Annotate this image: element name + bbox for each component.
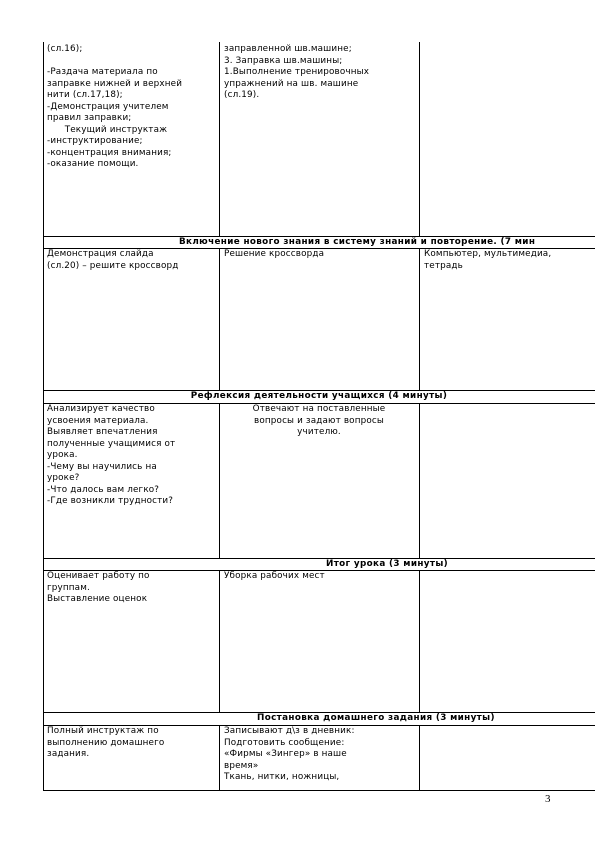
- table-cell-resources: [424, 571, 594, 711]
- table-border-bottom: [43, 790, 595, 791]
- table-column-divider-1: [219, 42, 220, 236]
- section-header-homework: Постановка домашнего задания (3 минуты): [257, 713, 495, 723]
- table-cell-resources: Компьютер, мультимедиа, тетрадь: [424, 249, 552, 271]
- table-cell-resources: [424, 726, 594, 788]
- lesson-plan-table: [43, 42, 595, 790]
- table-column-divider-1: [219, 725, 220, 790]
- table-column-divider-1: [219, 570, 220, 712]
- table-cell-teacher-activity: (сл.16); -Раздача материала по заправке нижней и верхней нити (сл.17,18); -Демонстрация учителем правил заправки; Текущий инструктаж -инструктирование; -концентрация внимания; -оказание помощи.: [47, 44, 183, 169]
- page-number: 3: [545, 793, 551, 805]
- table-cell-student-activity: Решение кроссворда: [224, 249, 325, 259]
- table-cell-resources: [424, 404, 594, 556]
- table-column-divider-1: [219, 403, 220, 558]
- table-cell-teacher-activity: Анализирует качество усвоения материала. Выявляет впечатления полученные учащимися от урока. -Чему вы научились на уроке? -Что далось вам легко? -Где возникли трудности?: [47, 404, 176, 506]
- section-header-reflection: Рефлексия деятельности учащихся (4 минуты): [190, 391, 448, 401]
- table-cell-student-activity: Отвечают на поставленные вопросы и задают вопросы учителю.: [252, 404, 386, 437]
- table-border-left: [43, 42, 44, 790]
- table-cell-teacher-activity: Демонстрация слайда (сл.20) – решите кроссворд: [47, 249, 179, 271]
- section-header-lesson-summary: Итог урока (3 минуты): [326, 559, 449, 569]
- table-cell-teacher-activity: Полный инструктаж по выполнению домашнего задания.: [47, 726, 165, 759]
- table-cell-student-activity: заправленной шв.машине; 3. Заправка шв.машины; 1.Выполнение тренировочных упражнений на шв. машине (сл.19).: [224, 44, 370, 100]
- table-column-divider-1: [219, 248, 220, 390]
- table-column-divider-2: [419, 570, 420, 712]
- table-cell-student-activity: Записывают д\з в дневник: Подготовить сообщение: «Фирмы «Зингер» в наше время» Ткань, нитки, ножницы,: [224, 726, 355, 782]
- table-cell-student-activity: Уборка рабочих мест: [224, 571, 325, 581]
- section-header-new-knowledge: Включение нового знания в систему знаний и повторение. (7 мин: [179, 237, 536, 247]
- table-column-divider-2: [419, 248, 420, 390]
- table-column-divider-2: [419, 403, 420, 558]
- table-cell-teacher-activity: Оценивает работу по группам. Выставление оценок: [47, 571, 150, 604]
- table-cell-resources: [424, 44, 594, 234]
- table-column-divider-2: [419, 725, 420, 790]
- table-column-divider-2: [419, 42, 420, 236]
